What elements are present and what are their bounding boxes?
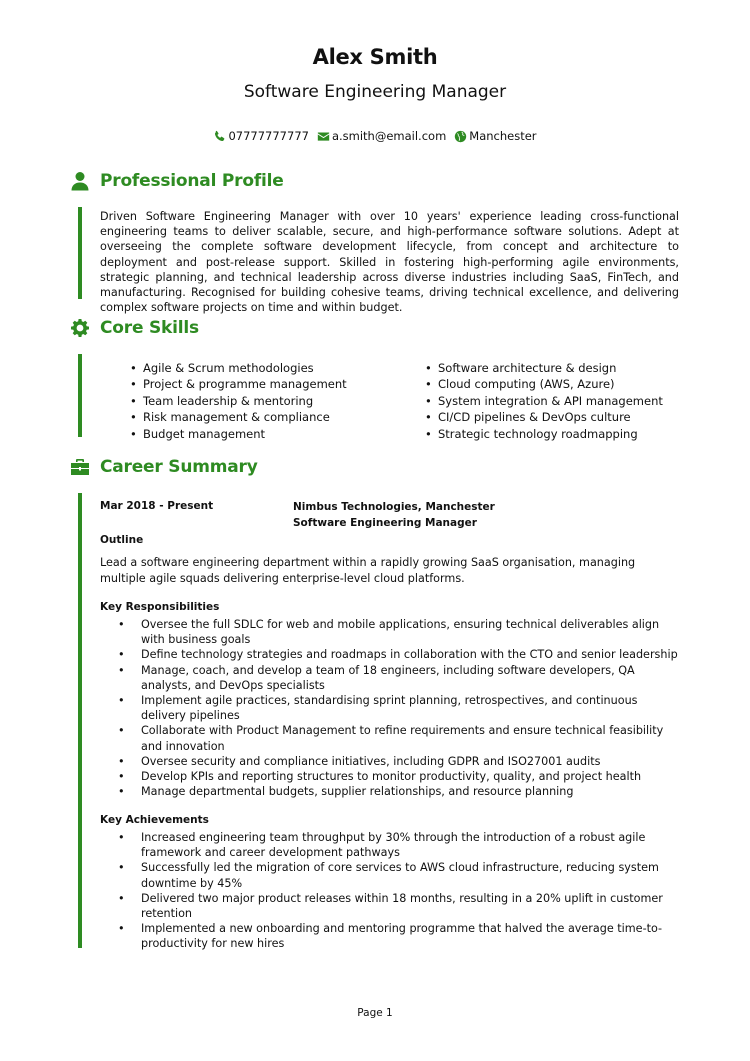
list-item: • Delivered two major product releases within 18 months, resulting in a 20% uplift in customer retention — [118, 891, 680, 921]
skill-item: • System integration & API management — [425, 393, 663, 409]
skill-item: • Budget management — [130, 426, 347, 442]
gear-icon — [70, 318, 90, 338]
outline-label: Outline — [100, 534, 144, 546]
contact-bar — [0, 129, 750, 143]
list-item: • Oversee the full SDLC for web and mobile applications, ensuring technical deliverables align with business goals — [118, 617, 680, 647]
career-accent-bar — [78, 493, 82, 948]
career-heading: Career Summary — [100, 457, 258, 477]
skill-item: • Risk management & compliance — [130, 409, 347, 425]
contact-location — [454, 129, 536, 143]
list-item: • Collaborate with Product Management to refine requirements and ensure technical feasibility and innovation — [118, 723, 680, 753]
skill-item: • Agile & Scrum methodologies — [130, 360, 347, 376]
role-title: Software Engineering Manager — [293, 516, 477, 529]
briefcase-icon — [70, 457, 90, 477]
profile-section-header — [70, 171, 284, 191]
list-item: • Develop KPIs and reporting structures to monitor productivity, quality, and project health — [118, 769, 680, 784]
candidate-name: Alex Smith — [312, 45, 438, 69]
phone-icon — [213, 130, 226, 143]
skill-item: • CI/CD pipelines & DevOps culture — [425, 409, 663, 425]
skills-accent-bar — [78, 354, 82, 437]
responsibilities-list — [118, 617, 680, 799]
company-name: Nimbus Technologies, Manchester — [293, 501, 495, 513]
list-item: • Increased engineering team throughput by 30% through the introduction of a robust agile framework and career development pathways — [118, 830, 680, 860]
phone-number: 07777777777 — [228, 129, 309, 143]
user-icon — [70, 171, 90, 191]
skills-list-right — [425, 360, 663, 442]
skill-item: • Project & programme management — [130, 376, 347, 392]
outline-text: Lead a software engineering department within a rapidly growing SaaS organisation, managing multiple agile squads delivering enterprise-level cloud platforms. — [100, 556, 636, 585]
achievements-list — [118, 830, 680, 952]
skills-section-header — [70, 318, 199, 338]
contact-phone — [213, 129, 308, 143]
list-item: • Oversee security and compliance initiatives, including GDPR and ISO27001 audits — [118, 754, 680, 769]
skill-item: • Strategic technology roadmapping — [425, 426, 663, 442]
list-item: • Implemented a new onboarding and mentoring programme that halved the average time-to-productivity for new hires — [118, 921, 680, 951]
job-title: Software Engineering Manager — [243, 82, 507, 102]
globe-icon — [454, 130, 467, 143]
profile-accent-bar — [78, 207, 82, 299]
skill-item: • Software architecture & design — [425, 360, 663, 376]
contact-email — [317, 129, 446, 143]
skill-item: • Cloud computing (AWS, Azure) — [425, 376, 663, 392]
location-text: Manchester — [469, 129, 537, 143]
envelope-icon — [317, 130, 330, 143]
profile-heading: Professional Profile — [100, 171, 284, 191]
job-employer — [293, 500, 495, 531]
achievements-label: Key Achievements — [100, 814, 209, 826]
career-section-header — [70, 457, 258, 477]
skills-heading: Core Skills — [100, 318, 199, 338]
responsibilities-label: Key Responsibilities — [100, 601, 220, 613]
list-item: • Manage, coach, and develop a team of 18 engineers, including software developers, QA analysts, and DevOps specialists — [118, 663, 680, 693]
skill-item: • Team leadership & mentoring — [130, 393, 347, 409]
list-item: • Successfully led the migration of core services to AWS cloud infrastructure, reducing system downtime by 45% — [118, 860, 680, 890]
list-item: • Manage departmental budgets, supplier relationships, and resource planning — [118, 784, 680, 799]
email-address: a.smith@email.com — [331, 129, 447, 143]
job-dates: Mar 2018 - Present — [100, 500, 214, 512]
skills-list-left — [130, 360, 347, 442]
profile-summary: Driven Software Engineering Manager with over 10 years' experience leading cross-functional engineering teams to deliver scalable, secure, and high-performance software solutions. Adept at overseeing the complete software development lifecycle, from concept and architecture to deployment and post-release support. Skilled in fostering high-performing agile environments, strategic planning, and technical leadership across diverse industries including SaaS, FinTech, and manufacturing. Recognised for building cohesive teams, driving technical excellence, and delivering complex software projects on time and within budget. — [100, 210, 679, 315]
list-item: • Implement agile practices, standardising sprint planning, retrospectives, and continuous delivery pipelines — [118, 693, 680, 723]
list-item: • Define technology strategies and roadmaps in collaboration with the CTO and senior leadership — [118, 647, 680, 662]
page-number: Page 1 — [357, 1007, 393, 1019]
